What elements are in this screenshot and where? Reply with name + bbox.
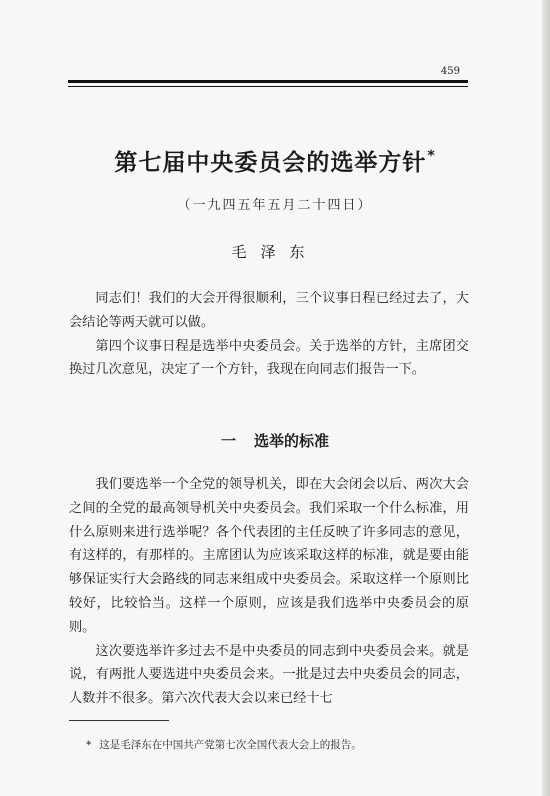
section-heading	[0, 430, 550, 451]
footnote-mark: *	[86, 739, 92, 751]
paragraph: 我们要选举一个全党的领导机关，即在大会闭会以后、两次大会之间的全党的最高领导机关中央委员会。我们采取一个什么标准，用什么原则来进行选举呢？各个代表团的主任反映了许多同志的意见，有这样的，有那样的。主席团认为应该采取这样的标准，就是要由能够保证实行大会路线的同志来组成中央委员会。采取这样一个原则比较好，比较恰当。这样一个原则，应该是我们选举中央委员会的原则。	[69, 477, 469, 635]
title-footnote-mark: *	[427, 148, 436, 164]
page-number: 459	[440, 66, 460, 77]
footnote-rule	[69, 720, 169, 721]
paragraph: 这次要选举许多过去不是中央委员的同志到中央委员会来。就是说，有两批人要选进中央委员会来。一批是过去中央委员会的同志，人数并不很多。第六次代表大会以来已经十七	[69, 643, 469, 707]
paragraph: 第四个议事日程是选举中央委员会。关于选举的方针，主席团交换过几次意见，决定了一个方针，我现在向同志们报告一下。	[69, 338, 469, 378]
intro-body	[69, 287, 469, 382]
section-body	[69, 473, 469, 711]
page-edge-shadow	[542, 0, 550, 796]
footnote-text: 这是毛泽东在中国共产党第七次全国代表大会上的报告。	[99, 739, 362, 751]
section-title: 选举的标准	[254, 432, 330, 450]
section-number: 一	[220, 432, 236, 450]
header-rule-thick	[68, 80, 468, 83]
article-author: 毛泽东	[231, 243, 319, 261]
footnote	[86, 737, 362, 752]
article-title	[0, 144, 550, 177]
header-rule-thin	[68, 86, 468, 87]
paragraph: 同志们！我们的大会开得很顺利，三个议事日程已经过去了，大会结论等两天就可以做。	[69, 291, 469, 330]
article-date: （一九四五年五月二十四日）	[177, 198, 373, 213]
article-title-text: 第七届中央委员会的选举方针	[114, 150, 427, 176]
